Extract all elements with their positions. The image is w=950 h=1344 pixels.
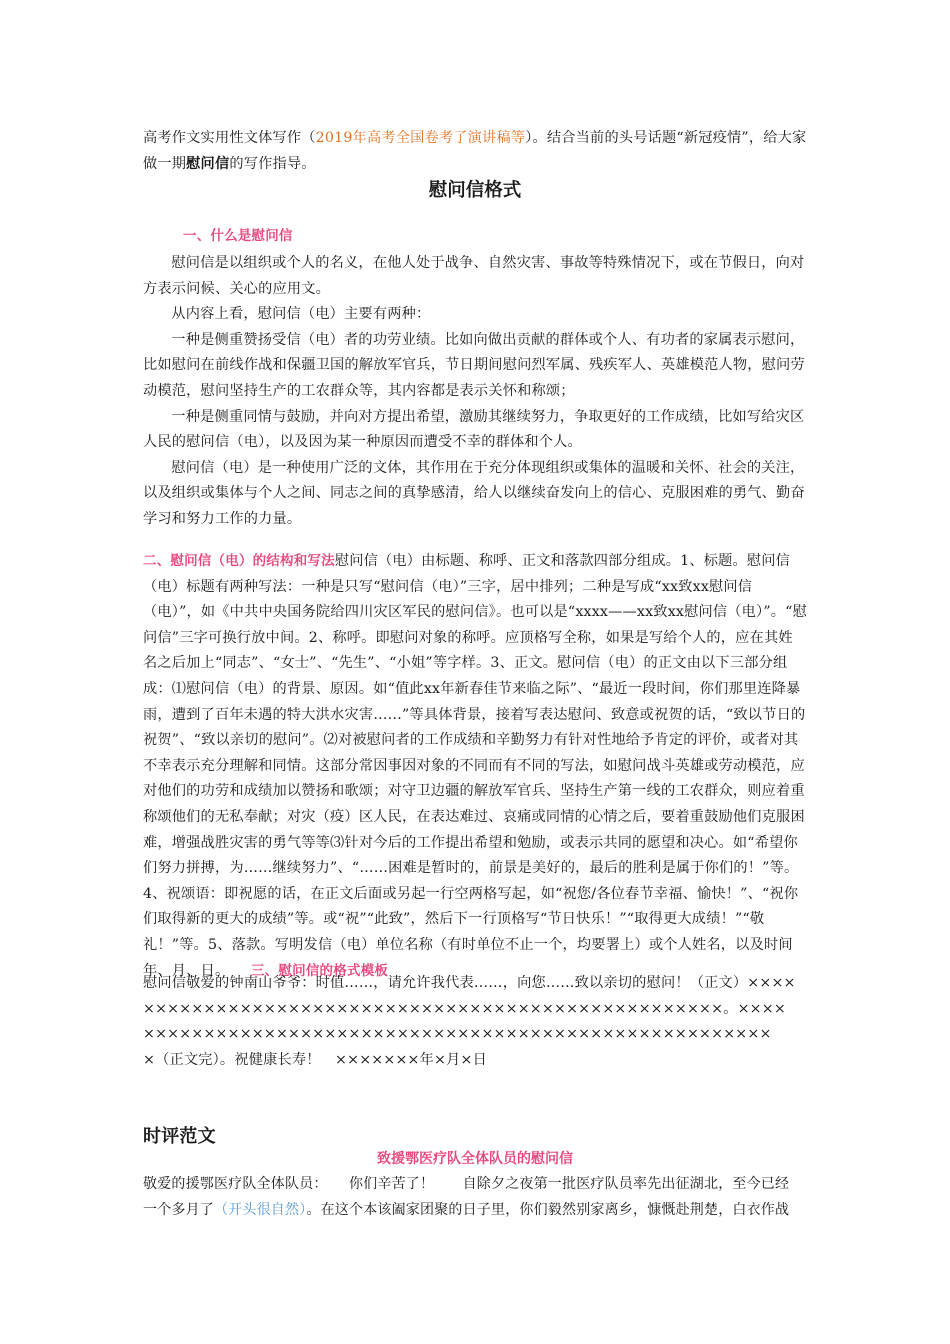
main-title: 慰问信格式 xyxy=(428,180,522,201)
template-line: ×（正文完）。祝健康长寿！ ×××××××年×月×日 xyxy=(143,1051,487,1068)
section1-paragraph: 一种是侧重赞扬受信（电）者的功劳业绩。比如向做出贡献的群体或个人、有功者的家属表示慰问，比如慰问在前线作战和保疆卫国的解放军官兵，节日期间慰问烈军属、残疾军人、英雄模范人物，慰问劳动模范，慰问坚持生产的工农群众等，其内容都是表示关怀和称颂； xyxy=(143,331,805,399)
section3-heading: 三、慰问信的格式模板 xyxy=(251,962,389,979)
intro-highlight: 2019年高考全国卷考了演讲稿等 xyxy=(315,130,526,146)
template-line: ××××××××××××××××××××××××××××××××××××××××××××××××。×××× xyxy=(143,1000,786,1017)
section1-heading: 一、什么是慰问信 xyxy=(183,228,293,244)
section1-paragraph: 一种是侧重同情与鼓励，并向对方提出希望，激励其继续努力，争取更好的工作成绩，比如写给灾区人民的慰问信（电），以及因为某一种原因而遭受不幸的群体和个人。 xyxy=(143,408,805,451)
intro-text-3: 的写作指导。 xyxy=(229,155,316,172)
letter-text: 一个多月了 xyxy=(143,1202,214,1218)
section3-template xyxy=(143,971,807,1073)
letter-line: 敬爱的援鄂医疗队全体队员： 你们辛苦了！ 自除夕之夜第一批医疗队员率先出征湖北，至今已经 xyxy=(143,1176,790,1192)
letter-body xyxy=(143,1171,807,1223)
letter-title: 致援鄂医疗队全体队员的慰问信 xyxy=(377,1151,573,1167)
letter-line xyxy=(143,1197,807,1223)
section2-heading: 二、慰问信（电）的结构和写法 xyxy=(143,553,335,569)
section1-paragraph: 慰问信（电）是一种使用广泛的文体，其作用在于充分体现组织或集体的温暖和关怀、社会的关注，以及组织或集体与个人之间、同志之间的真挚感清，给人以继续奋发向上的信心、克服困难的勇气、勤奋学习和努力工作的力量。 xyxy=(143,459,805,527)
template-line: 慰问信敬爱的钟南山爷爷：时值……，请允许我代表……，向您……致以亲切的慰问！（正文）×××× xyxy=(143,975,796,991)
section1-body xyxy=(143,251,807,533)
section1-paragraph: 慰问信是以组织或个人的名义，在他人处于战争、自然灾害、事故等特殊情况下，或在节假日，向对方表示问候、关心的应用文。 xyxy=(143,255,805,297)
intro-text-2: ）。结合当前的头号话题“新冠疫情”，给大家做一期 xyxy=(143,130,807,172)
section2-text: 慰问信（电）由标题、称呼、正文和落款四部分组成。1、标题。慰问信（电）标题有两种写法：一种是只写“慰问信（电）”三字，居中排列；二种是写成“xx致xx慰问信（电）”，如《中共中央国务院给四川灾区军民的慰问信》。也可以是“xxxx——xx致xx慰问信（电）”。“慰问信”三字可换行放中间。2、称呼。即慰问对象的称呼。应顶格写全称，如果是写给个人的，应在其姓名之后加上“同志”、“女士”、“先生”、“小姐”等字样。3、正文。慰问信（电）的正文由以下三部分组成：⑴慰问信（电）的背景、原因。如“值此xx年新春佳节来临之际”、“最近一段时间，你们那里连降暴雨，遭到了百年未遇的特大洪水灾害……”等具体背景，接着写表达慰问、致意或祝贺的话，“致以节日的祝贺”、“致以亲切的慰问”。⑵对被慰问者的工作成绩和辛勤努力有针对性地给予肯定的评价，或者对其不幸表示充分理解和同情。这部分常因事因对象的不同而有不同的写法，如慰问战斗英雄或劳动模范，应对他们的功劳和成绩加以赞扬和歌颂；对守卫边疆的解放军官兵、坚持生产第一线的工农群众，则应着重称颂他们的无私奉献；对灾（疫）区人民，在表达难过、哀痛或同情的心情之后，要着重鼓励他们克服困难，增强战胜灾害的勇气等等⑶针对今后的工作提出希望和勉励，或表示共同的愿望和决心。如“希望你们努力拼搏，为……继续努力”、“……困难是暂时的，前景是美好的，最后的胜利是属于你们的！”等。4、祝颂语：即祝愿的话，在正文后面或另起一行空两格写起，如“祝您/各位春节幸福、愉快！”、“祝你们取得新的更大的成绩”等。或“祝”“此致”，然后下一行顶格写“节日快乐！”“取得更大成绩！”“敬礼！”等。5、落款。写明发信（电）单位名称（有时单位不止一个，均要署上）或个人姓名，以及时间年、月、日。 xyxy=(143,553,808,979)
intro-bold: 慰问信 xyxy=(186,155,230,172)
letter-note: （开头很自然） xyxy=(214,1202,307,1218)
letter-text: 。在这个本该阖家团聚的日子里，你们毅然别家离乡，慷慨赴荆楚，白衣作战 xyxy=(306,1202,790,1218)
section1-paragraph: 从内容上看，慰问信（电）主要有两种： xyxy=(171,306,431,323)
intro-text-1: 高考作文实用性文体写作（ xyxy=(143,130,316,146)
intro-paragraph xyxy=(143,126,807,177)
template-line: ×××××××××××××××××××××××××××××××××××××××××××××××××××× xyxy=(143,1026,772,1043)
section2-body xyxy=(143,549,807,984)
review-heading: 时评范文 xyxy=(143,1126,216,1147)
